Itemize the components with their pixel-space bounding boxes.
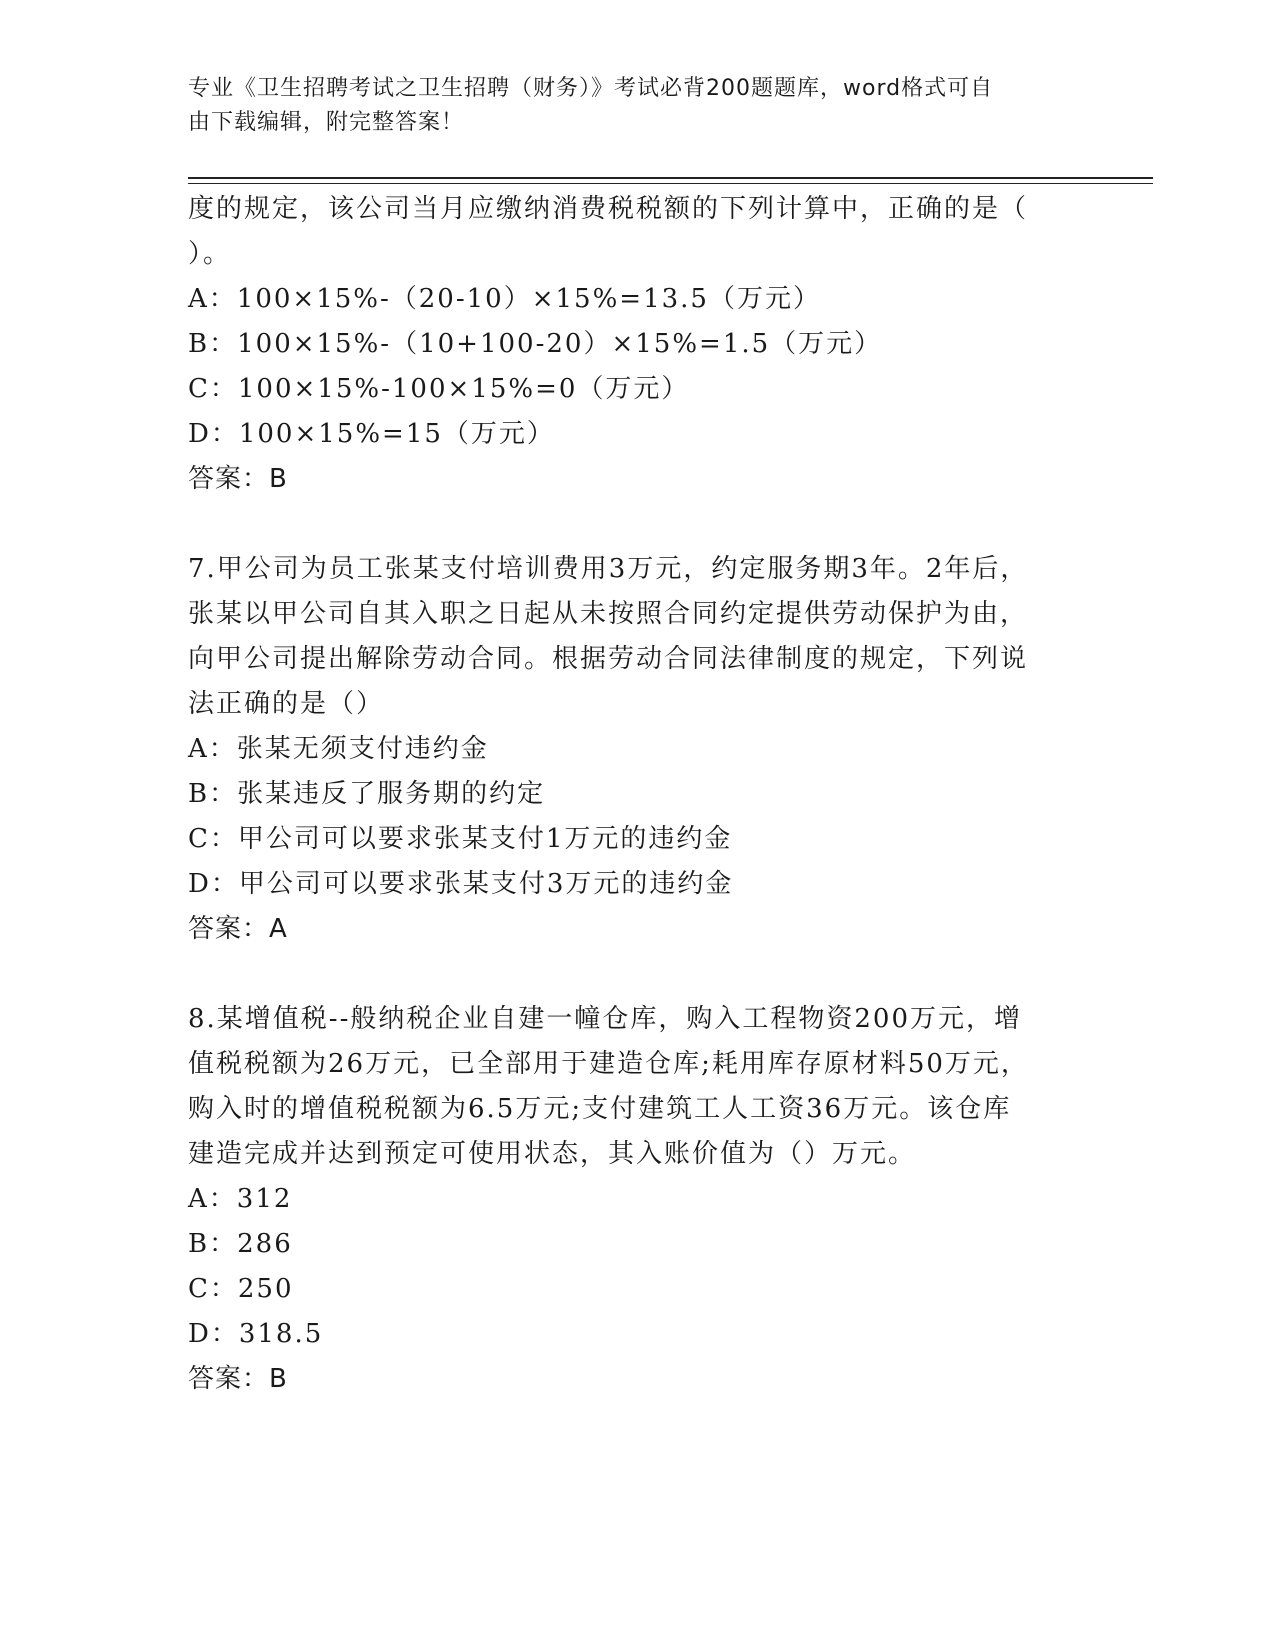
spacer: [188, 952, 1068, 997]
option-d: D：甲公司可以要求张某支付3万元的违约金: [188, 869, 734, 899]
question-text-line: 向甲公司提出解除劳动合同。根据劳动合同法律制度的规定，下列说: [188, 644, 1029, 674]
question-text-line: 法正确的是（）: [188, 689, 385, 719]
question-text-line: ）。: [188, 239, 232, 269]
header-divider-thick: [188, 177, 1153, 179]
header-line-2: 由下载编辑，附完整答案！: [188, 110, 465, 135]
question-text-line: 购入时的增值税税额为6.5万元;支付建筑工人工资36万元。该仓库: [188, 1094, 1012, 1124]
document-body: [188, 187, 1068, 1402]
header-line-1: 专业《卫生招聘考试之卫生招聘（财务）》考试必背200题题库，word格式可自: [188, 76, 994, 101]
option-a: A：张某无须支付违约金: [188, 734, 489, 764]
question-text-line: 张某以甲公司自其入职之日起从未按照合同约定提供劳动保护为由，: [188, 599, 1029, 629]
answer-line: 答案：A: [188, 914, 288, 944]
option-a: A：100×15%-（20-10）×15%=13.5（万元）: [188, 284, 821, 314]
option-b: B：286: [188, 1229, 293, 1259]
answer-line: 答案：B: [188, 1364, 288, 1394]
option-d: D：318.5: [188, 1319, 324, 1349]
question-text-line: 值税税额为26万元，已全部用于建造仓库;耗用库存原材料50万元，: [188, 1049, 1029, 1079]
question-text-line: 8.某增值税--般纳税企业自建一幢仓库，购入工程物资200万元，增: [188, 1004, 1023, 1034]
option-c: C：100×15%-100×15%=0（万元）: [188, 374, 690, 404]
option-c: C：250: [188, 1274, 294, 1304]
option-b: B：100×15%-（10+100-20）×15%=1.5（万元）: [188, 329, 883, 359]
question-text-line: 度的规定，该公司当月应缴纳消费税税额的下列计算中，正确的是（: [188, 194, 1029, 224]
question-fragment: [188, 187, 1068, 502]
question-8: [188, 997, 1068, 1402]
spacer: [188, 502, 1068, 547]
document-header: [188, 72, 1078, 140]
option-a: A：312: [188, 1184, 293, 1214]
question-text-line: 7.甲公司为员工张某支付培训费用3万元，约定服务期3年。2年后，: [188, 554, 1029, 584]
option-c: C：甲公司可以要求张某支付1万元的违约金: [188, 824, 733, 854]
option-d: D：100×15%=15（万元）: [188, 419, 555, 449]
header-divider-thin: [188, 183, 1153, 184]
question-7: [188, 547, 1068, 952]
question-text-line: 建造完成并达到预定可使用状态，其入账价值为（）万元。: [188, 1139, 917, 1169]
answer-line: 答案：B: [188, 464, 288, 494]
option-b: B：张某违反了服务期的约定: [188, 779, 546, 809]
